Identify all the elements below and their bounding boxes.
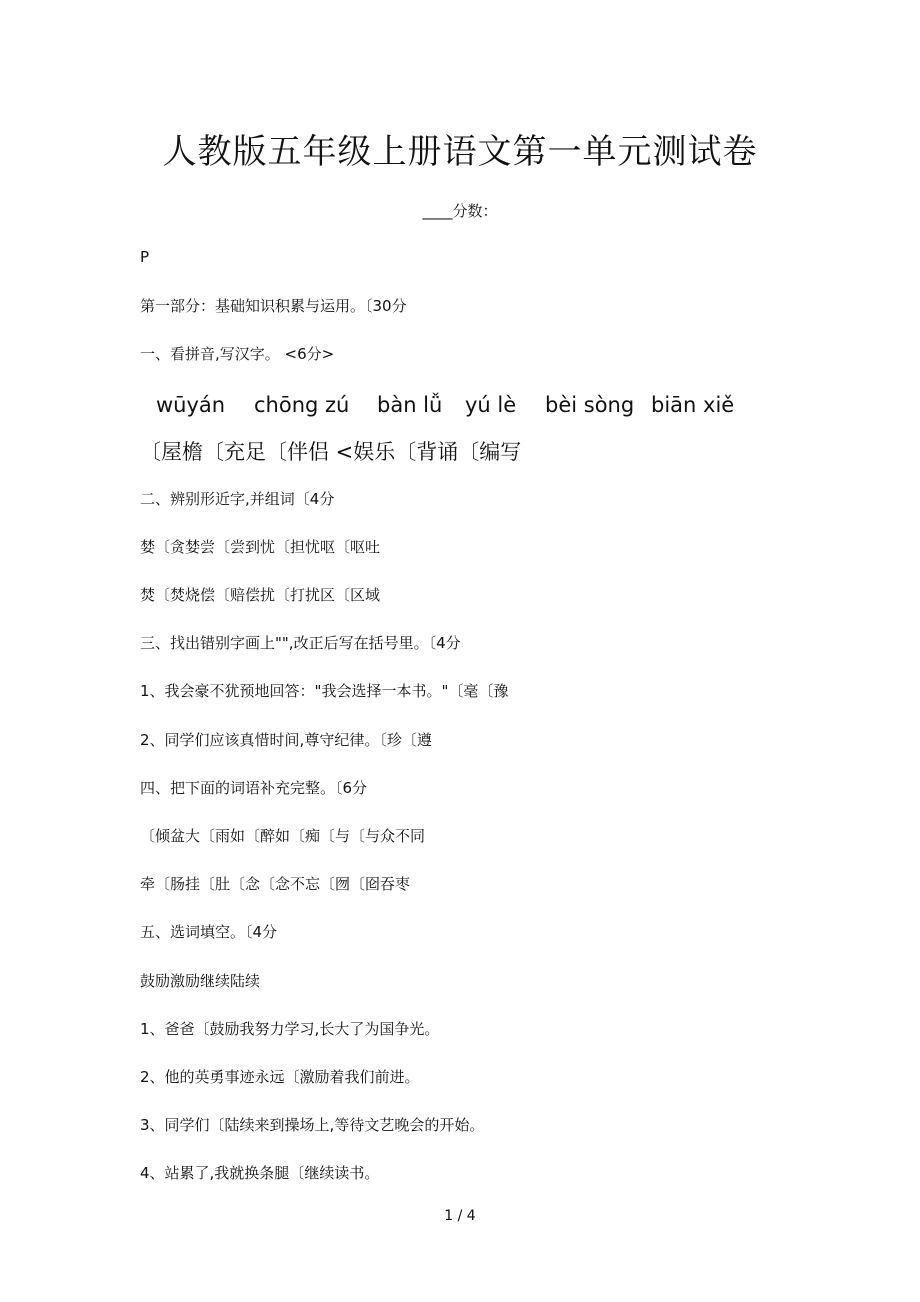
q5-line: 1、爸爸〔鼓励我努力学习,长大了为国争光。 bbox=[140, 1020, 440, 1038]
q1-words: 〔屋檐〔充足〔伴侣 <娱乐〔背诵〔编写 bbox=[140, 440, 522, 464]
q4-heading: 四、把下面的词语补充完整。〔6分 bbox=[140, 779, 368, 797]
pinyin-item: yú lè bbox=[465, 393, 517, 417]
q5-line: 3、同学们〔陆续来到操场上,等待文艺晚会的开始。 bbox=[140, 1116, 485, 1134]
q3-line: 1、我会豪不犹预地回答："我会选择一本书。"〔毫〔豫 bbox=[140, 682, 509, 700]
q2-line: 婪〔贪婪尝〔尝到忧〔担忧呕〔呕吐 bbox=[140, 538, 381, 556]
q2-line: 焚〔焚烧偿〔赔偿扰〔打扰区〔区域 bbox=[140, 586, 381, 604]
page-title: 人教版五年级上册语文第一单元测试卷 bbox=[162, 132, 758, 172]
q3-line: 2、同学们应该真惜时间,尊守纪律。〔珍〔遵 bbox=[140, 731, 432, 749]
q4-line: 牵〔肠挂〔肚〔念〔念不忘〔囫〔囵吞枣 bbox=[140, 875, 411, 893]
q5-options: 鼓励激励继续陆续 bbox=[140, 972, 261, 990]
q4-line: 〔倾盆大〔雨如〔醉如〔痴〔与〔与众不同 bbox=[140, 827, 426, 845]
q5-line: 4、站累了,我就换条腿〔继续读书。 bbox=[140, 1164, 380, 1182]
q2-heading: 二、辨别形近字,并组词〔4分 bbox=[140, 490, 335, 508]
q1-heading: 一、看拼音,写汉字。 <6分> bbox=[140, 345, 335, 363]
pinyin-item: biān xiě bbox=[651, 393, 735, 417]
p-marker: P bbox=[140, 248, 150, 266]
pinyin-row bbox=[140, 390, 800, 420]
q3-heading: 三、找出错别字画上"",改正后写在括号里。〔4分 bbox=[140, 634, 461, 652]
pinyin-item: bèi sòng bbox=[545, 393, 635, 417]
pinyin-item: bàn lǚ bbox=[377, 393, 443, 417]
part1-heading: 第一部分：基础知识积累与运用。〔30分 bbox=[140, 297, 407, 315]
q5-heading: 五、选词填空。〔4分 bbox=[140, 923, 278, 941]
pinyin-item: chōng zú bbox=[254, 393, 350, 417]
page-number: 1 / 4 bbox=[444, 1208, 476, 1224]
score-line: ____分数： bbox=[422, 202, 498, 220]
pinyin-item: wūyán bbox=[156, 393, 226, 417]
q5-line: 2、他的英勇事迹永远〔激励着我们前进。 bbox=[140, 1068, 420, 1086]
